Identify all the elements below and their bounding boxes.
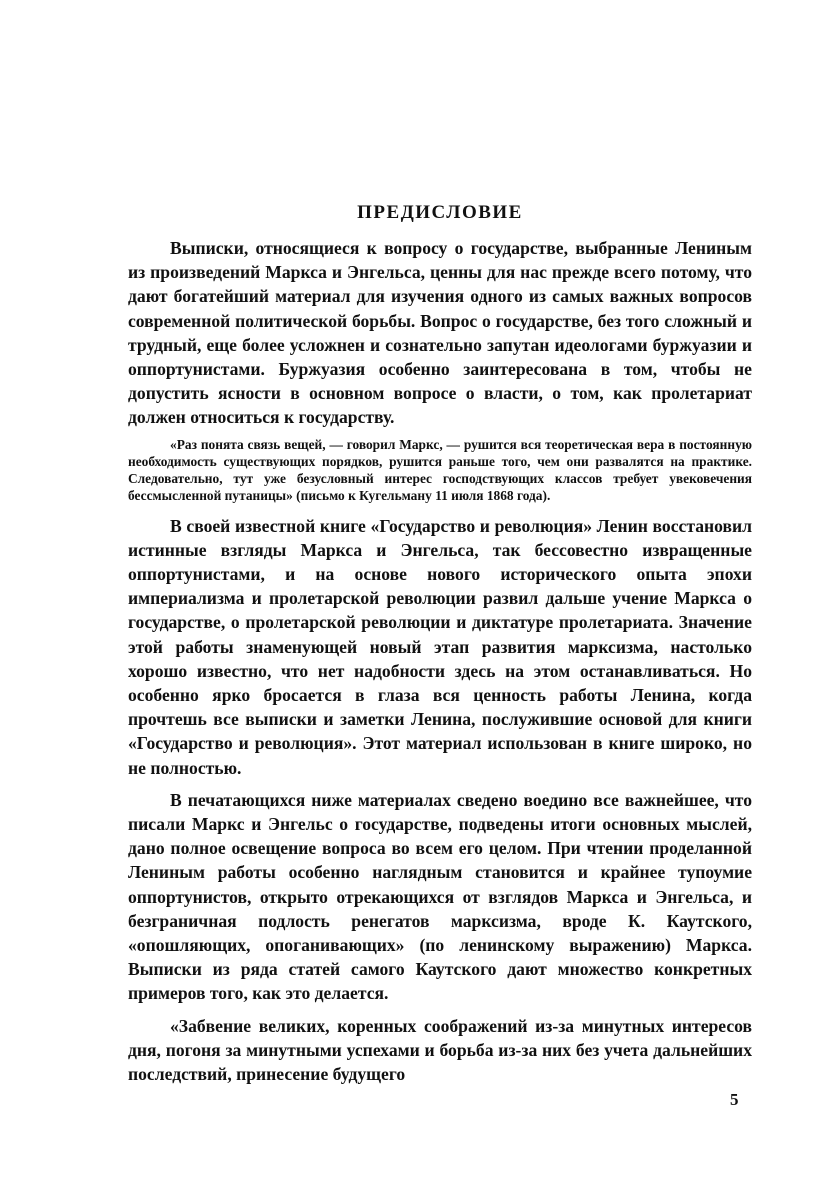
marx-quote: «Раз понята связь вещей, — говорил Маркс, — рушится вся теоретическая вера в постоянную необходимость существующих порядков, рушится раньше того, чем они развалятся на практике. Следовательно, тут уже безусловный интерес господствующих классов требует увековечения бессмысленной путаницы» (письмо к Кугельману 11 июля 1868 года). (128, 436, 752, 503)
text-block (128, 200, 752, 1086)
paragraph-state-and-revolution: В своей известной книге «Государство и революция» Ленин восстановил истинные взгляды Маркса и Энгельса, так бессовестно извращенные оппортунистами, и на основе нового исторического опыта эпохи империализма и пролетарской революции развил дальше учение Маркса о государстве, о пролетарской революции и диктатуре пролетариата. Значение этой работы знаменующей новый этап развития марксизма, настолько хорошо известно, что нет надобности здесь на этом останавливаться. Но особенно ярко бросается в глаза вся ценность работы Ленина, когда прочтешь все выписки и заметки Ленина, послужившие основой для книги «Государство и революция». Этот материал использован в книге широко, но не полностью. (128, 515, 752, 778)
page-title: ПРЕДИСЛОВИЕ (357, 202, 523, 223)
paragraph-spacer (128, 1006, 752, 1014)
paragraph-closing-quote: «Забвение великих, коренных соображений из-за минутных интересов дня, погоня за минутными успехами и борьба из-за них без учета дальнейших последствий, принесение будущего (128, 1015, 752, 1085)
paragraph-spacer (128, 780, 752, 788)
paragraph-intro: Выписки, относящиеся к вопросу о государстве, выбранные Лениным из произведений Маркса и Энгельса, ценны для нас прежде всего потому, что дают богатейший материал для изучения одного из самых важных вопросов современной политической борьбы. Вопрос о государстве, без того сложный и трудный, еще более усложнен и сознательно запутан идеологами буржуазии и оппортунистами. Буржуазия особенно заинтересована в том, чтобы не допустить ясности в основном вопросе о власти, о том, как пролетариат должен относиться к государству. (128, 238, 752, 428)
paragraph-materials: В печатающихся ниже материалах сведено воедино все важнейшее, что писали Маркс и Энгельс о государстве, подведены итоги основных мыслей, дано полное освещение вопроса во всем его целом. При чтении проделанной Лениным работы особенно наглядным становится и крайнее тупоумие оппортунистов, открыто отрекающихся от взглядов Маркса и Энгельса, и безграничная подлость ренегатов марксизма, вроде К. Каутского, «опошляющих, опоганивающих» (по ленинскому выражению) Маркса. Выписки из ряда статей самого Каутского дают множество конкретных примеров того, как это делается. (128, 789, 752, 1004)
page-number: 5 (730, 1090, 739, 1109)
